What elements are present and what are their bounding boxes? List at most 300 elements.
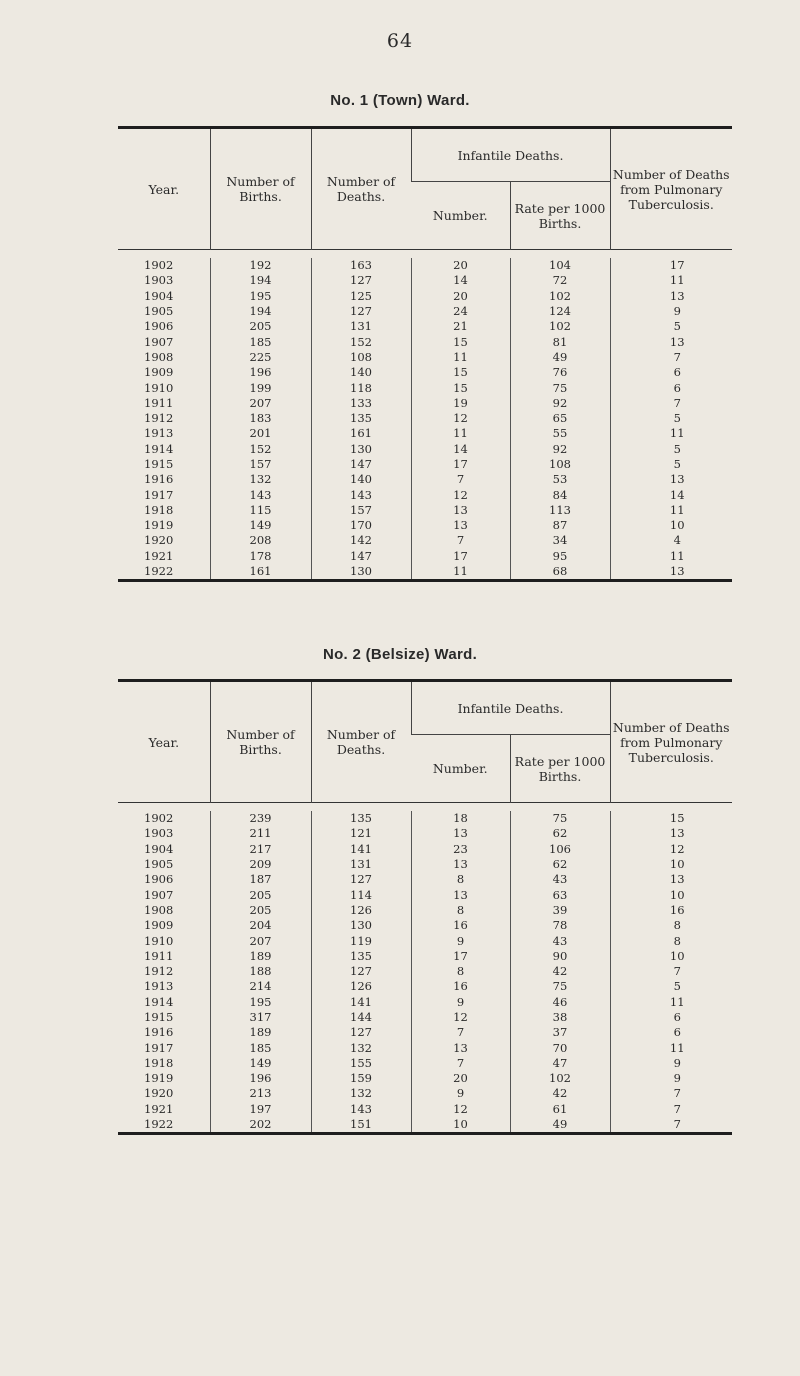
tuberculosis-cell: 13 xyxy=(610,872,732,887)
year-cell: 1916 xyxy=(144,472,174,487)
year-cell: 1914 xyxy=(144,994,174,1009)
deaths-cell: 144 xyxy=(311,1010,411,1025)
year-cell: 1902 xyxy=(144,258,174,273)
deaths-cell: 127 xyxy=(311,304,411,319)
infantile-number-cell: 10 xyxy=(411,1117,510,1134)
year-cell: 1908 xyxy=(144,902,174,917)
tuberculosis-cell: 13 xyxy=(610,564,732,581)
table-row xyxy=(118,964,732,979)
infantile-rate-cell: 72 xyxy=(510,273,610,288)
ward1-table xyxy=(118,126,732,582)
deaths-cell: 170 xyxy=(311,518,411,533)
births-cell: 185 xyxy=(210,1040,311,1055)
table-row xyxy=(118,472,732,487)
infantile-rate-cell: 104 xyxy=(510,258,610,273)
deaths-cell: 121 xyxy=(311,826,411,841)
year-cell: 1921 xyxy=(144,1101,174,1116)
births-cell: 194 xyxy=(210,273,311,288)
tuberculosis-cell: 5 xyxy=(610,319,732,334)
year-cell: 1915 xyxy=(144,457,174,471)
infantile-rate-cell: 34 xyxy=(510,533,610,548)
births-cell: 205 xyxy=(210,887,311,902)
births-cell: 178 xyxy=(210,549,311,564)
deaths-cell: 126 xyxy=(311,979,411,994)
infantile-number-cell: 17 xyxy=(411,457,510,472)
table-row xyxy=(118,1040,732,1055)
year-cell: 1911 xyxy=(144,948,174,963)
infantile-number-cell: 24 xyxy=(411,304,510,319)
tuberculosis-cell: 13 xyxy=(610,826,732,841)
year-cell: 1919 xyxy=(144,1071,174,1086)
tuberculosis-cell: 10 xyxy=(610,518,732,533)
births-cell: 161 xyxy=(210,564,311,581)
births-cell: 189 xyxy=(210,949,311,964)
year-cell: 1918 xyxy=(144,502,174,517)
tuberculosis-cell: 6 xyxy=(610,1010,732,1025)
births-cell: 149 xyxy=(210,518,311,533)
infantile-rate-cell: 43 xyxy=(510,933,610,948)
infantile-rate-cell: 47 xyxy=(510,1056,610,1071)
deaths-cell: 130 xyxy=(311,918,411,933)
infantile-rate-cell: 38 xyxy=(510,1010,610,1025)
births-cell: 185 xyxy=(210,334,311,349)
year-cell: 1918 xyxy=(144,1055,174,1070)
tuberculosis-cell: 8 xyxy=(610,918,732,933)
tuberculosis-cell: 10 xyxy=(610,857,732,872)
infantile-rate-cell: 90 xyxy=(510,949,610,964)
year-cell: 1922 xyxy=(144,564,174,579)
table-row xyxy=(118,426,732,441)
deaths-cell: 143 xyxy=(311,487,411,502)
table-row xyxy=(118,1071,732,1086)
infantile-rate-cell: 43 xyxy=(510,872,610,887)
infantile-rate-cell: 95 xyxy=(510,549,610,564)
tuberculosis-cell: 5 xyxy=(610,411,732,426)
tuberculosis-cell: 11 xyxy=(610,426,732,441)
deaths-cell: 108 xyxy=(311,350,411,365)
births-cell: 194 xyxy=(210,304,311,319)
infantile-rate-cell: 42 xyxy=(510,1086,610,1101)
infantile-number-cell: 7 xyxy=(411,1056,510,1071)
year-cell: 1917 xyxy=(144,487,174,502)
deaths-cell: 141 xyxy=(311,842,411,857)
year-cell: 1921 xyxy=(144,548,174,563)
deaths-cell: 141 xyxy=(311,995,411,1010)
year-cell: 1920 xyxy=(144,1086,174,1101)
deaths-cell: 119 xyxy=(311,933,411,948)
tuberculosis-cell: 7 xyxy=(610,964,732,979)
deaths-cell: 132 xyxy=(311,1040,411,1055)
tuberculosis-cell: 15 xyxy=(610,811,732,826)
ward2-table-body xyxy=(118,811,732,1134)
infantile-number-cell: 20 xyxy=(411,289,510,304)
table-row xyxy=(118,334,732,349)
infantile-number-cell: 12 xyxy=(411,411,510,426)
infantile-number-cell: 12 xyxy=(411,1102,510,1117)
table-row xyxy=(118,872,732,887)
infantile-rate-cell: 84 xyxy=(510,487,610,502)
infantile-rate-cell: 75 xyxy=(510,811,610,826)
tuberculosis-cell: 6 xyxy=(610,380,732,395)
infantile-rate-cell: 113 xyxy=(510,503,610,518)
table-row xyxy=(118,811,732,826)
infantile-rate-cell: 49 xyxy=(510,350,610,365)
deaths-cell: 133 xyxy=(311,396,411,411)
births-cell: 202 xyxy=(210,1117,311,1134)
tuberculosis-cell: 11 xyxy=(610,549,732,564)
infantile-rate-cell: 61 xyxy=(510,1102,610,1117)
tuberculosis-cell: 11 xyxy=(610,503,732,518)
infantile-rate-cell: 75 xyxy=(510,979,610,994)
infantile-rate-cell: 70 xyxy=(510,1040,610,1055)
infantile-number-cell: 17 xyxy=(411,549,510,564)
deaths-cell: 127 xyxy=(311,1025,411,1040)
births-cell: 197 xyxy=(210,1102,311,1117)
tuberculosis-cell: 5 xyxy=(610,979,732,994)
table-row xyxy=(118,396,732,411)
infantile-rate-cell: 49 xyxy=(510,1117,610,1134)
deaths-cell: 114 xyxy=(311,887,411,902)
table-row xyxy=(118,380,732,395)
births-cell: 149 xyxy=(210,1056,311,1071)
births-cell: 132 xyxy=(210,472,311,487)
infantile-rate-cell: 68 xyxy=(510,564,610,581)
tuberculosis-cell: 16 xyxy=(610,903,732,918)
infantile-deaths-header: Infantile Deaths. xyxy=(411,681,610,735)
births-cell: 207 xyxy=(210,396,311,411)
deaths-cell: 147 xyxy=(311,549,411,564)
infantile-rate-cell: 37 xyxy=(510,1025,610,1040)
table-row xyxy=(118,979,732,994)
year-cell: 1913 xyxy=(144,979,174,994)
infantile-number-cell: 13 xyxy=(411,518,510,533)
tuberculosis-cell: 7 xyxy=(610,1086,732,1101)
infantile-number-cell: 7 xyxy=(411,533,510,548)
tuberculosis-cell: 10 xyxy=(610,887,732,902)
infantile-deaths-header: Infantile Deaths. xyxy=(411,128,610,182)
year-cell: 1910 xyxy=(144,933,174,948)
births-cell: 211 xyxy=(210,826,311,841)
births-cell: 195 xyxy=(210,289,311,304)
year-cell: 1906 xyxy=(144,872,174,887)
tuberculosis-cell: 12 xyxy=(610,842,732,857)
table-row xyxy=(118,903,732,918)
infantile-rate-cell: 106 xyxy=(510,842,610,857)
deaths-cell: 163 xyxy=(311,258,411,273)
deaths-cell: 142 xyxy=(311,533,411,548)
deaths-cell: 140 xyxy=(311,365,411,380)
deaths-cell: 130 xyxy=(311,564,411,581)
table-row xyxy=(118,411,732,426)
births-cell: 195 xyxy=(210,995,311,1010)
table-row xyxy=(118,273,732,288)
year-cell: 1905 xyxy=(144,857,174,872)
births-cell: 189 xyxy=(210,1025,311,1040)
infantile-number-cell: 23 xyxy=(411,842,510,857)
births-cell: 187 xyxy=(210,872,311,887)
infantile-number-header: Number. xyxy=(432,761,488,777)
infantile-number-cell: 11 xyxy=(411,350,510,365)
year-cell: 1911 xyxy=(144,395,174,410)
table-row xyxy=(118,503,732,518)
deaths-cell: 118 xyxy=(311,380,411,395)
deaths-cell: 157 xyxy=(311,503,411,518)
infantile-number-cell: 17 xyxy=(411,949,510,964)
table-row xyxy=(118,533,732,548)
deaths-cell: 127 xyxy=(311,964,411,979)
births-cell: 208 xyxy=(210,533,311,548)
births-cell: 201 xyxy=(210,426,311,441)
year-cell: 1920 xyxy=(144,533,174,548)
deaths-cell: 140 xyxy=(311,472,411,487)
tuberculosis-cell: 7 xyxy=(610,1117,732,1134)
table-row xyxy=(118,1102,732,1117)
infantile-number-cell: 8 xyxy=(411,903,510,918)
year-cell: 1907 xyxy=(144,334,174,349)
year-cell: 1909 xyxy=(144,918,174,933)
deaths-cell: 151 xyxy=(311,1117,411,1134)
infantile-rate-cell: 87 xyxy=(510,518,610,533)
infantile-number-cell: 18 xyxy=(411,811,510,826)
table-row xyxy=(118,857,732,872)
infantile-rate-cell: 81 xyxy=(510,334,610,349)
infantile-rate-cell: 92 xyxy=(510,396,610,411)
infantile-rate-header: Rate per 1000 Births. xyxy=(510,182,610,250)
infantile-number-cell: 15 xyxy=(411,380,510,395)
ward2-title: No. 2 (Belsize) Ward. xyxy=(322,646,478,663)
tuberculosis-cell: 11 xyxy=(610,995,732,1010)
births-header: Number of Births. xyxy=(210,128,311,250)
tuberculosis-cell: 11 xyxy=(610,273,732,288)
deaths-cell: 125 xyxy=(311,289,411,304)
infantile-rate-cell: 62 xyxy=(510,857,610,872)
table-row xyxy=(118,949,732,964)
infantile-number-cell: 13 xyxy=(411,1040,510,1055)
births-cell: 152 xyxy=(210,442,311,457)
tuberculosis-header: Number of Deaths from Pulmonary Tuberculosis. xyxy=(610,681,732,803)
deaths-cell: 131 xyxy=(311,319,411,334)
infantile-number-cell: 7 xyxy=(411,472,510,487)
year-header: Year. xyxy=(118,681,210,803)
infantile-number-cell: 14 xyxy=(411,442,510,457)
year-cell: 1912 xyxy=(144,411,174,426)
births-cell: 204 xyxy=(210,918,311,933)
births-cell: 205 xyxy=(210,319,311,334)
infantile-number-cell: 16 xyxy=(411,979,510,994)
tuberculosis-cell: 13 xyxy=(610,289,732,304)
infantile-rate-cell: 75 xyxy=(510,380,610,395)
ward2-table xyxy=(118,679,732,1135)
year-cell: 1916 xyxy=(144,1025,174,1040)
table-row xyxy=(118,1025,732,1040)
year-cell: 1909 xyxy=(144,365,174,380)
births-cell: 205 xyxy=(210,903,311,918)
deaths-cell: 132 xyxy=(311,1086,411,1101)
tuberculosis-cell: 5 xyxy=(610,457,732,472)
table-row xyxy=(118,442,732,457)
deaths-cell: 135 xyxy=(311,949,411,964)
infantile-rate-cell: 76 xyxy=(510,365,610,380)
tuberculosis-cell: 9 xyxy=(610,1056,732,1071)
tuberculosis-cell: 7 xyxy=(610,350,732,365)
table-row xyxy=(118,350,732,365)
infantile-rate-cell: 102 xyxy=(510,1071,610,1086)
tuberculosis-cell: 9 xyxy=(610,1071,732,1086)
infantile-rate-cell: 102 xyxy=(510,319,610,334)
table-row xyxy=(118,564,732,581)
tuberculosis-cell: 9 xyxy=(610,304,732,319)
births-cell: 213 xyxy=(210,1086,311,1101)
infantile-number-cell: 8 xyxy=(411,964,510,979)
year-cell: 1902 xyxy=(144,811,174,826)
births-cell: 196 xyxy=(210,365,311,380)
infantile-number-cell: 14 xyxy=(411,273,510,288)
infantile-number-cell: 13 xyxy=(411,503,510,518)
births-cell: 207 xyxy=(210,933,311,948)
infantile-rate-cell: 65 xyxy=(510,411,610,426)
infantile-number-cell: 13 xyxy=(411,887,510,902)
infantile-rate-cell: 108 xyxy=(510,457,610,472)
deaths-header: Number of Deaths. xyxy=(311,128,411,250)
infantile-number-cell: 21 xyxy=(411,319,510,334)
table-row xyxy=(118,842,732,857)
infantile-number-cell: 20 xyxy=(411,1071,510,1086)
table-row xyxy=(118,319,732,334)
tuberculosis-cell: 5 xyxy=(610,442,732,457)
year-cell: 1915 xyxy=(144,1010,174,1024)
infantile-rate-cell: 39 xyxy=(510,903,610,918)
infantile-rate-cell: 78 xyxy=(510,918,610,933)
infantile-rate-cell: 46 xyxy=(510,995,610,1010)
ward1-title: No. 1 (Town) Ward. xyxy=(330,92,470,109)
infantile-number-cell: 20 xyxy=(411,258,510,273)
year-cell: 1914 xyxy=(144,441,174,456)
deaths-cell: 147 xyxy=(311,457,411,472)
infantile-number-cell: 8 xyxy=(411,872,510,887)
infantile-rate-cell: 62 xyxy=(510,826,610,841)
births-cell: 217 xyxy=(210,842,311,857)
births-cell: 115 xyxy=(210,503,311,518)
births-cell: 192 xyxy=(210,258,311,273)
infantile-number-cell: 15 xyxy=(411,365,510,380)
table-row xyxy=(118,549,732,564)
tuberculosis-cell: 13 xyxy=(610,472,732,487)
infantile-number-cell: 11 xyxy=(411,426,510,441)
infantile-number-cell: 12 xyxy=(411,487,510,502)
tuberculosis-cell: 10 xyxy=(610,949,732,964)
table-row xyxy=(118,304,732,319)
table-row xyxy=(118,1010,732,1025)
year-cell: 1903 xyxy=(144,826,174,841)
year-cell: 1922 xyxy=(144,1117,174,1132)
infantile-rate-cell: 42 xyxy=(510,964,610,979)
table-row xyxy=(118,918,732,933)
births-cell: 209 xyxy=(210,857,311,872)
deaths-cell: 131 xyxy=(311,857,411,872)
deaths-cell: 130 xyxy=(311,442,411,457)
deaths-cell: 155 xyxy=(311,1056,411,1071)
year-cell: 1904 xyxy=(144,841,174,856)
infantile-number-header: Number. xyxy=(432,208,488,224)
births-cell: 143 xyxy=(210,487,311,502)
year-cell: 1910 xyxy=(144,380,174,395)
infantile-number-cell: 13 xyxy=(411,826,510,841)
births-cell: 188 xyxy=(210,964,311,979)
infantile-rate-cell: 55 xyxy=(510,426,610,441)
infantile-number-cell: 9 xyxy=(411,995,510,1010)
year-cell: 1917 xyxy=(144,1040,174,1055)
year-cell: 1906 xyxy=(144,319,174,334)
births-cell: 214 xyxy=(210,979,311,994)
infantile-number-cell: 9 xyxy=(411,1086,510,1101)
table-row xyxy=(118,1117,732,1134)
deaths-header: Number of Deaths. xyxy=(311,681,411,803)
births-header: Number of Births. xyxy=(210,681,311,803)
infantile-rate-cell: 63 xyxy=(510,887,610,902)
deaths-cell: 126 xyxy=(311,903,411,918)
tuberculosis-cell: 6 xyxy=(610,1025,732,1040)
infantile-rate-cell: 53 xyxy=(510,472,610,487)
tuberculosis-cell: 8 xyxy=(610,933,732,948)
table-row xyxy=(118,826,732,841)
table-row xyxy=(118,995,732,1010)
births-cell: 157 xyxy=(210,457,311,472)
infantile-number-cell: 13 xyxy=(411,857,510,872)
infantile-rate-header: Rate per 1000 Births. xyxy=(510,735,610,803)
deaths-cell: 143 xyxy=(311,1102,411,1117)
tuberculosis-cell: 7 xyxy=(610,396,732,411)
infantile-number-cell: 16 xyxy=(411,918,510,933)
deaths-cell: 152 xyxy=(311,334,411,349)
deaths-cell: 127 xyxy=(311,273,411,288)
deaths-cell: 161 xyxy=(311,426,411,441)
table-row xyxy=(118,887,732,902)
year-cell: 1904 xyxy=(144,288,174,303)
year-cell: 1913 xyxy=(144,426,174,441)
year-header: Year. xyxy=(118,128,210,250)
infantile-rate-cell: 102 xyxy=(510,289,610,304)
tuberculosis-cell: 4 xyxy=(610,533,732,548)
infantile-rate-cell: 124 xyxy=(510,304,610,319)
year-cell: 1903 xyxy=(144,273,174,288)
deaths-cell: 159 xyxy=(311,1071,411,1086)
year-cell: 1907 xyxy=(144,887,174,902)
table-row xyxy=(118,1086,732,1101)
infantile-number-cell: 12 xyxy=(411,1010,510,1025)
births-cell: 239 xyxy=(210,811,311,826)
tuberculosis-cell: 17 xyxy=(610,258,732,273)
births-cell: 317 xyxy=(210,1010,311,1025)
births-cell: 199 xyxy=(210,380,311,395)
tuberculosis-cell: 11 xyxy=(610,1040,732,1055)
tuberculosis-header: Number of Deaths from Pulmonary Tuberculosis. xyxy=(610,128,732,250)
births-cell: 183 xyxy=(210,411,311,426)
table-row xyxy=(118,289,732,304)
infantile-number-cell: 11 xyxy=(411,564,510,581)
tuberculosis-cell: 7 xyxy=(610,1102,732,1117)
infantile-number-cell: 15 xyxy=(411,334,510,349)
tuberculosis-cell: 6 xyxy=(610,365,732,380)
deaths-cell: 135 xyxy=(311,811,411,826)
table-row xyxy=(118,258,732,273)
table-row xyxy=(118,365,732,380)
table-row xyxy=(118,487,732,502)
infantile-number-cell: 7 xyxy=(411,1025,510,1040)
births-cell: 196 xyxy=(210,1071,311,1086)
table-row xyxy=(118,457,732,472)
deaths-cell: 135 xyxy=(311,411,411,426)
deaths-cell: 127 xyxy=(311,872,411,887)
